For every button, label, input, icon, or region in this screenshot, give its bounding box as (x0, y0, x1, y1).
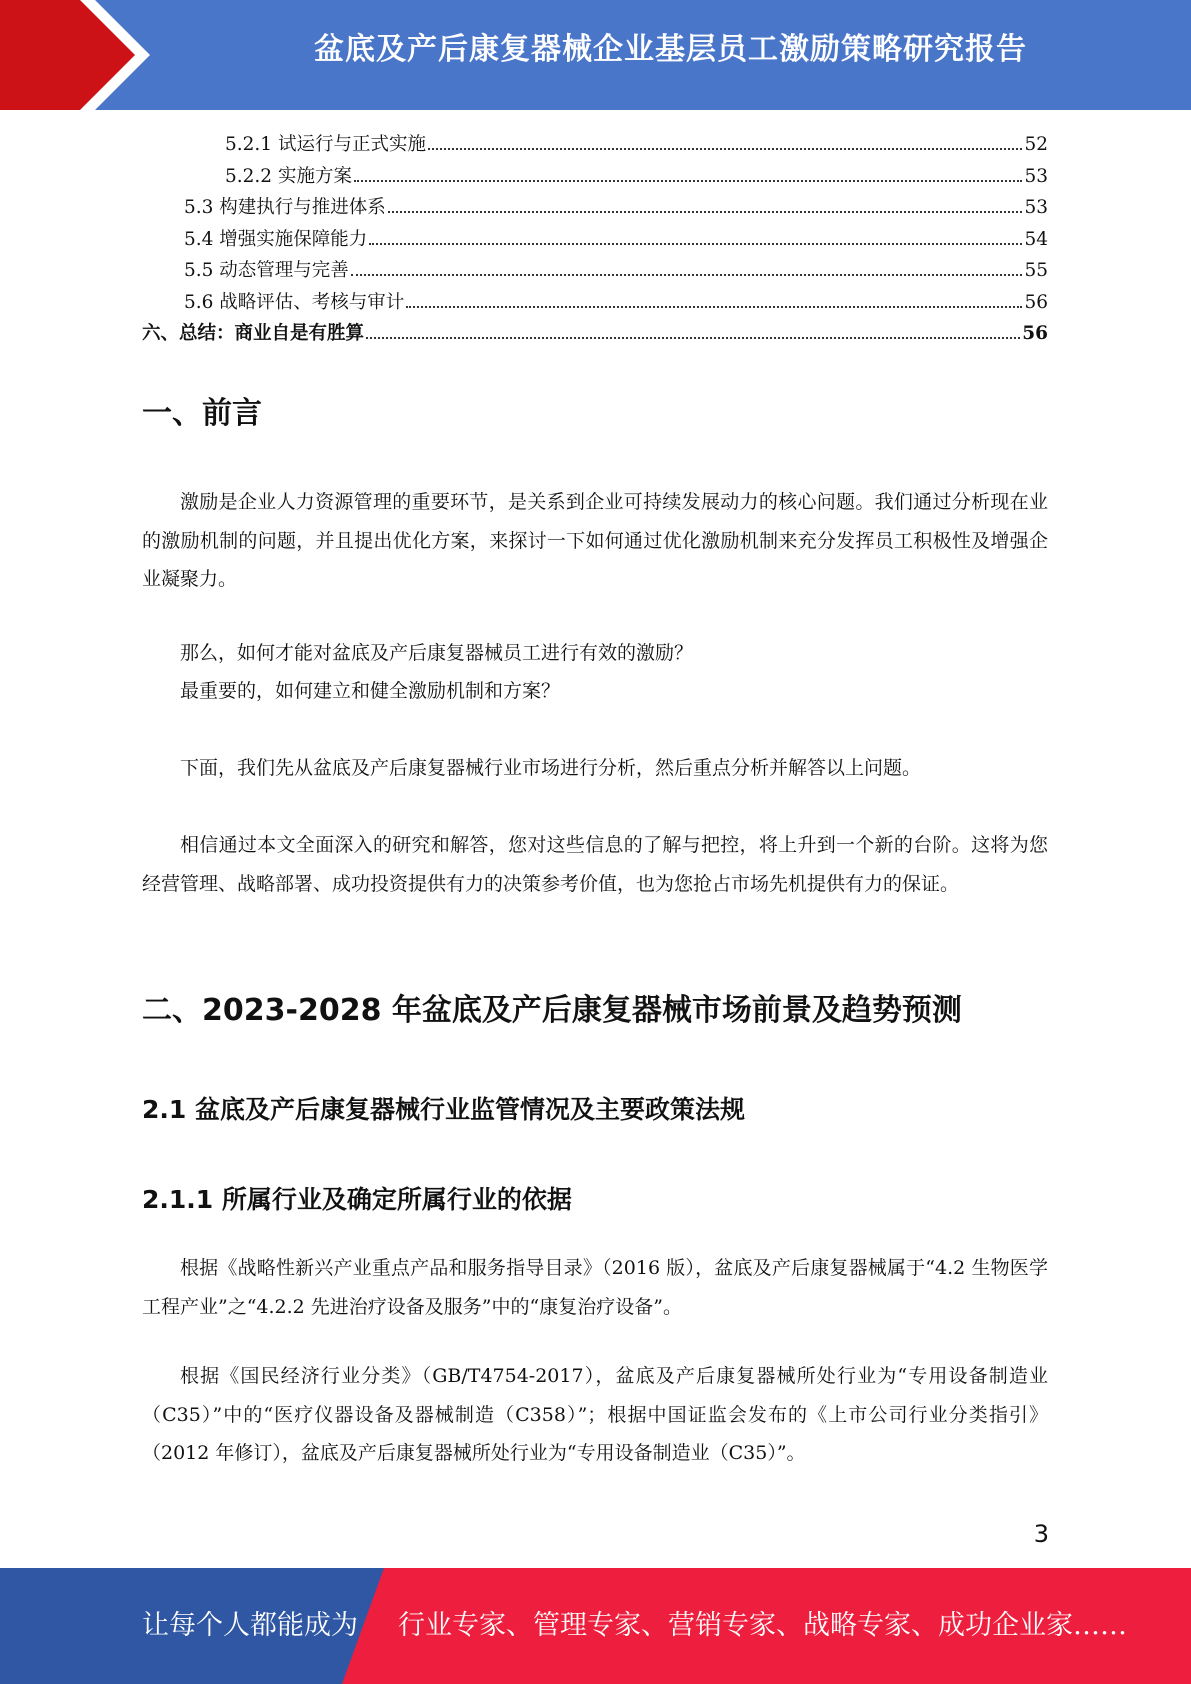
toc-entry-label: 5.6 战略评估、考核与审计 (184, 291, 405, 313)
paragraph: 最重要的，如何建立和健全激励机制和方案？ (180, 680, 561, 702)
subsection-heading: 2.1 盆底及产后康复器械行业监管情况及主要政策法规 (142, 1095, 745, 1124)
toc-entry[interactable] (142, 193, 1048, 225)
toc-dot-leader (366, 336, 1020, 339)
paragraph: 根据《战略性新兴产业重点产品和服务指导目录》（2016 版），盆底及产后康复器械属于“4.2 生物医学工程产业”之“4.2.2 先进治疗设备及服务”中的“康复治疗设备”。 (142, 1257, 1048, 1318)
toc-entry[interactable] (142, 256, 1048, 288)
table-of-contents (142, 130, 1048, 351)
toc-entry-page: 54 (1024, 228, 1048, 250)
toc-entry[interactable] (142, 319, 1048, 351)
toc-dot-leader (351, 273, 1023, 276)
toc-entry-page: 52 (1024, 134, 1048, 155)
report-title: 盆底及产后康复器械企业基层员工激励策略研究报告 (314, 32, 1027, 67)
toc-dot-leader (388, 210, 1023, 213)
page-number: 3 (1033, 1520, 1049, 1548)
subsection-heading: 2.1.1 所属行业及确定所属行业的依据 (142, 1185, 572, 1214)
toc-entry-page: 55 (1024, 260, 1048, 281)
toc-entry-page: 56 (1024, 291, 1048, 313)
toc-entry-label: 六、总结：商业自是有胜算 (142, 323, 365, 344)
footer-slogan-left: 让每个人都能成为 (142, 1610, 358, 1641)
paragraph: 下面，我们先从盆底及产后康复器械行业市场进行分析，然后重点分析并解答以上问题。 (180, 757, 922, 779)
toc-entry-label: 5.2.2 实施方案 (225, 165, 352, 187)
toc-entry[interactable] (142, 130, 1048, 162)
toc-dot-leader (406, 305, 1022, 308)
toc-dot-leader (369, 242, 1022, 245)
footer-slogan-right: 行业专家、管理专家、营销专家、战略专家、成功企业家…… (398, 1610, 1127, 1641)
toc-entry-page: 56 (1022, 323, 1048, 344)
toc-entry-label: 5.3 构建执行与推进体系 (184, 197, 386, 218)
toc-dot-leader (428, 147, 1022, 150)
paragraph: 根据《国民经济行业分类》（GB/T4754-2017），盆底及产后康复器械所处行业为“专用设备制造业（C35）”中的“医疗仪器设备及器械制造（C358）”；根据中国证监会发布的《上市公司行业分类指引》（2012 年修订），盆底及产后康复器械所处行业为“专用设备制造业（C35）”。 (142, 1365, 1048, 1464)
paragraph: 那么，如何才能对盆底及产后康复器械员工进行有效的激励？ (180, 642, 694, 664)
toc-entry[interactable] (142, 288, 1048, 320)
toc-entry-page: 53 (1024, 165, 1048, 187)
toc-entry-page: 53 (1024, 197, 1048, 218)
page-footer (0, 1568, 1191, 1684)
paragraph: 激励是企业人力资源管理的重要环节，是关系到企业可持续发展动力的核心问题。我们通过分析现在业的激励机制的问题，并且提出优化方案，来探讨一下如何通过优化激励机制来充分发挥员工积极性及增强企业凝聚力。 (142, 491, 1048, 590)
toc-entry-label: 5.5 动态管理与完善 (184, 260, 349, 281)
toc-dot-leader (354, 179, 1023, 182)
toc-entry-label: 5.2.1 试运行与正式实施 (225, 134, 426, 155)
paragraph: 相信通过本文全面深入的研究和解答，您对这些信息的了解与把控，将上升到一个新的台阶。这将为您经营管理、战略部署、成功投资提供有力的决策参考价值，也为您抢占市场先机提供有力的保证。 (142, 834, 1048, 895)
toc-entry[interactable] (142, 162, 1048, 194)
toc-entry-label: 5.4 增强实施保障能力 (184, 228, 368, 250)
section-heading-preface: 一、前言 (142, 396, 262, 431)
toc-entry[interactable] (142, 225, 1048, 257)
page-header (0, 0, 1191, 110)
section-heading-market-outlook: 二、2023-2028 年盆底及产后康复器械市场前景及趋势预测 (142, 993, 962, 1028)
